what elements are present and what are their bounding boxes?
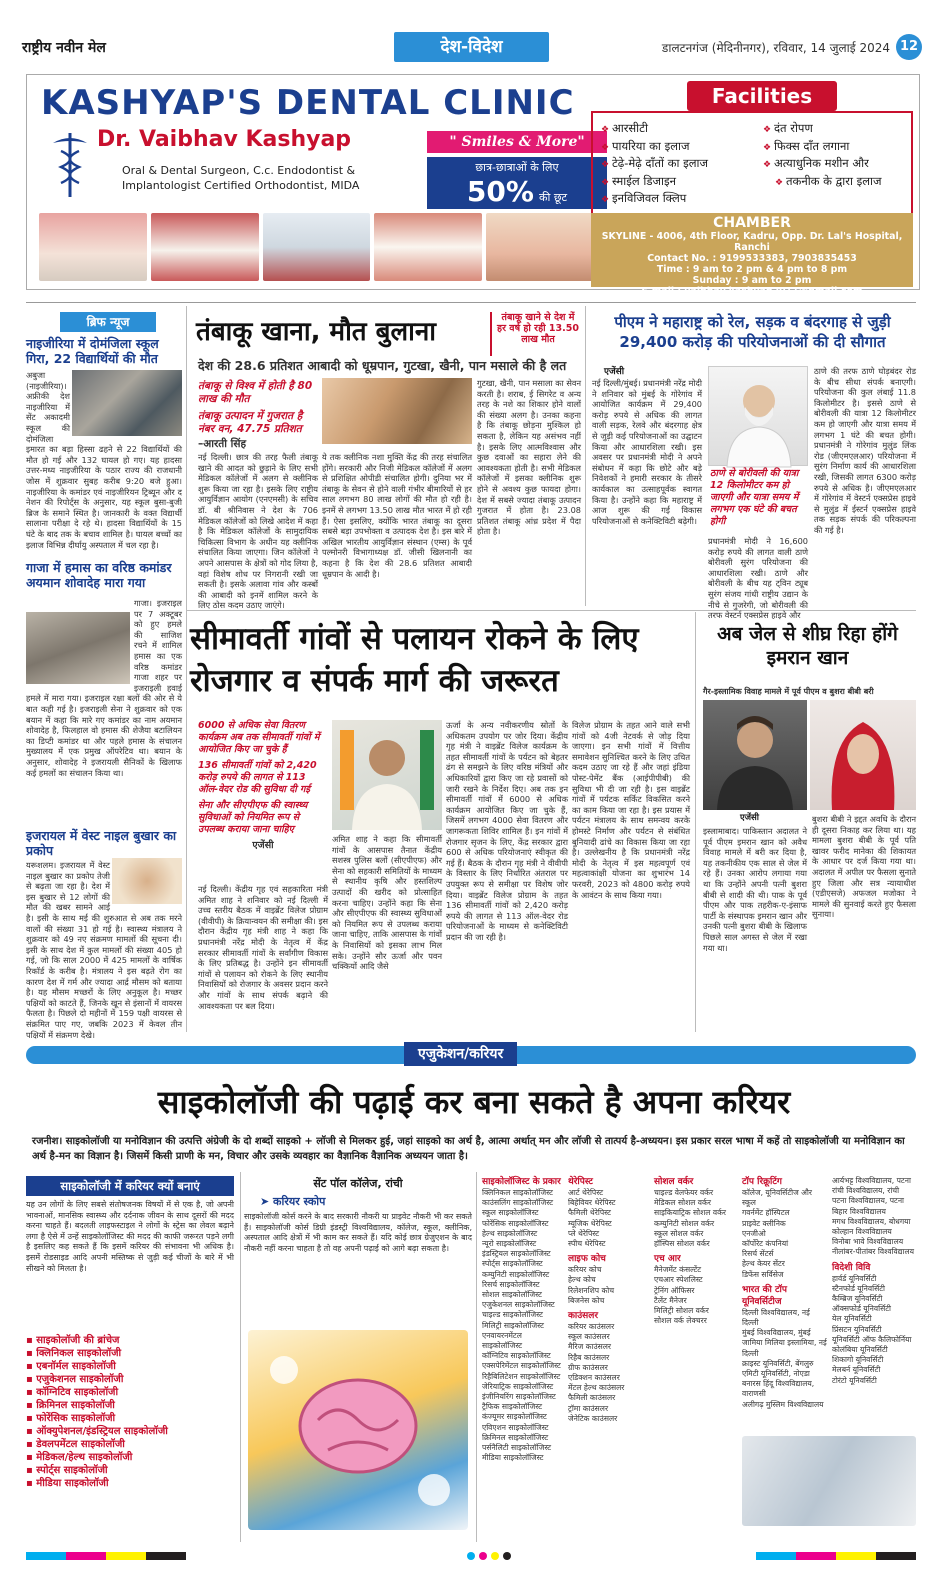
career-list-item: न्यूरो साइकोलॉजिस्ट xyxy=(482,1239,537,1249)
career-list-item: जामिया मिलिया इस्लामिया, नई दिल्ली xyxy=(742,1338,827,1358)
career-list-item: शिकागो यूनिवर्सिटी xyxy=(832,1355,884,1365)
tobacco-col: गुटखा, खैनी, पान मसाला का सेवन करती है। शराब, ई सिगरेट व अन्य तरह के नशे का शिकार होने वालों की संख्या अलग है। उनका कहना है कि तंबाकू छोड़ना मुश्किल हो सकता है, लेकिन यह असंभव नहीं है। इसके लिए आत्मविश्वास और कुछ दवाओं का सहारा लेने की आवश्यकता होती है। सभी मेडिकल कॉलेजों में इसका क्लीनिक शुरू होने से अवश्य कुछ फायदा होगा। देश में सबसे ज्यादा तंबाकू उत्पादन गुजरात में होता है। 23.08 प्रतिशत तंबाकू आंध्र प्रदेश में पैदा होता है। xyxy=(477,378,581,537)
branches-list xyxy=(26,1334,234,1490)
brain-illustration xyxy=(248,1330,468,1530)
career-list-item: करियर काउंसलर xyxy=(568,1322,615,1332)
career-list-item: साइकियाट्रिक सोशल वर्कर xyxy=(654,1208,727,1218)
brief-headline: इजरायल में वेस्ट नाइल बुखार का प्रकोप xyxy=(26,828,177,858)
facility-item: ❖ अत्याधुनिक मशीन और xyxy=(763,156,882,174)
tobacco-tag: तंबाकू खाने से देश में हर वर्ष हो रही 13.50 लाख मौत xyxy=(490,312,580,356)
section-tab: देश-विदेश xyxy=(394,32,549,62)
why-career-body: यह उन लोगों के लिए सबसे संतोषजनक विषयों में से एक है, जो अपनी भावनाओं, मानसिक स्वास्थ्य और दर्दनाक जीवन के साथ दूसरों की मदद करना चाहते हैं। बदलती लाइफस्टाइल ने लोगों के स्ट्रेस का लेवल बढ़ाने लगा है ऐसे में उन्हें साइकोलॉजिस्ट की मदद की काफी जरूरत पड़ने लगी है इसलिए कह सकते हैं कि इसमें करियर की संभावना भी अधिक है। इसमें रोडसाइड आदि अपनी मस्तिष्क से जुड़ी कई चीजों के बारे में भी सीखने को मिलता है। xyxy=(26,1200,234,1273)
career-list-item: बिजनेस कोच xyxy=(568,1295,605,1305)
career-list-item: रिलेशनशिप कोच xyxy=(568,1285,615,1295)
tobacco-subhead: देश की 28.6 प्रतिशत आबादी को धूम्रपान, गुटखा, खैनी, पान मसाले की है लत xyxy=(198,358,567,373)
career-list-item: मैरिज काउंसलर xyxy=(568,1342,612,1352)
ad-discount-box xyxy=(427,157,607,209)
career-list-item: सोशल साइकोलॉजिस्ट xyxy=(482,1290,542,1300)
pm-col: ठाणे की तरफ ठाणे घोड़बंदर रोड के बीच सीधा संपर्क बनाएगी। परियोजना की कुल लंबाई 11.8 किलोमीटर है। इससे ठाणे से बोरीवली की यात्रा 12 किलोमीटर कम हो जाएगी और यात्रा समय में लगभग 1 घंटे की बचत होगी। प्रधानमंत्री ने गोरेगांव मुलुंड लिंक रोड (जीएमएलआर) परियोजना में सुरंग निर्माण कार्य की आधारशिला रखी, जिसकी लागत 6300 करोड़ रुपये से अधिक है। जीएमएलआर में गोरेगांव में वेस्टर्न एक्सप्रेस हाइवे से मुलुंड में ईस्टर्न एक्सप्रेस हाइवे तक सड़क संपर्क की परिकल्पना की गई है। xyxy=(814,366,916,535)
career-list-item: रिसर्च सेंटर्स xyxy=(742,1249,774,1259)
facilities-list-left xyxy=(601,121,708,209)
career-list-item: स्कूल काउंसलर xyxy=(568,1332,610,1342)
column-divider xyxy=(186,306,187,1032)
branch-item: ▪ क्लिनिकल साइकोलॉजी xyxy=(26,1347,234,1360)
column-divider xyxy=(240,1172,241,1542)
career-list-item: इंडस्ट्रियल साइकोलॉजिस्ट xyxy=(482,1249,551,1259)
newspaper-brand: राष्ट्रीय नवीन मेल xyxy=(22,40,106,56)
career-list-item: मिलिट्री साइकोलॉजिस्ट xyxy=(482,1320,544,1330)
page-number: 12 xyxy=(896,34,922,60)
teeth-photo xyxy=(151,213,259,281)
career-list-item: स्पोर्ट्स साइकोलॉजिस्ट xyxy=(482,1259,543,1269)
pm-col: नई दिल्ली/मुंबई। प्रधानमंत्री नरेंद्र मोदी ने शनिवार को मुंबई के गोरेगांव में आयोजित कार्यक्रम में 29,400 करोड़ रुपये से अधिक की लागत वाली सड़क, रेलवे और बंदरगाह क्षेत्र से जुड़ी कई परियोजनाओं का उद्घाटन किया और आधारशिला रखी। इस अवसर पर प्रधानमंत्री मोदी ने अपने संबोधन में कहा कि छोटे और बड़े निवेशकों ने हमारी सरकार के तीसरे कार्यकाल का उत्साहपूर्वक स्वागत किया है। उन्होंने कहा कि महाराष्ट्र में आज शुरू की गई विकास परियोजनाओं से कनेक्टिविटी बढ़ेगी। xyxy=(592,378,702,526)
career-list-item: येल यूनिवर्सिटी xyxy=(832,1314,872,1324)
ad-photo-strip xyxy=(39,213,594,281)
career-list-item: म्यूजिक थेरेपिस्ट xyxy=(568,1218,612,1228)
border-col: ऊर्जा के अन्य नवीकरणीय स्रोतों के अधिकतम उपयोग पर जोर दिया। केंद्रीय गृह मंत्री ने वाइब्रेंट विलेज कार्यक्रम के तहत सीमावर्ती गांवों के पर्यटन को बेहतर ढंग से समझने के लिए वरिष्ठ मंत्रियों और अधिकारियों द्वारा किए जा रहे प्रवासों को जारी रखने के निर्देश दिए। अब तक इन सीमावर्ती गांवों में 6000 से अधिक कार्यक्रम आयोजित किए जा चुके हैं, जिसमें लगभग 4000 सेवा वितरण और जागरूकता शिविर शामिल हैं। इन गांवों में रोजगार सृजन के लिए, केंद्र सरकार द्वारा 600 से अधिक परियोजनाएं स्वीकृत की गई हैं। बैठक के दौरान गृह मंत्री ने वीवीपी के विस्तार के लिए निर्धारित अंतराल पर उपयुक्त रूप से समीक्षा पर विशेष जोर दिया। वाइब्रेंट विलेज प्रोग्राम के तहत 136 सीमावर्ती गांवों को 2,420 करोड़ रुपये की लागत से 113 ऑल-वेदर रोड परियोजनाओं के माध्यम से कनेक्टिविटी प्रदान की जा रही है। xyxy=(446,720,568,942)
column-divider xyxy=(695,612,696,1032)
career-list-item: काउंसलिंग साइकोलॉजिस्ट xyxy=(482,1198,554,1208)
career-list-item: हॉस्पिस सोशल वर्कर xyxy=(654,1239,710,1249)
career-list-item: प्ले थेरेपिस्ट xyxy=(568,1228,600,1238)
career-list-item: आर्यभट्ट विश्वविद्यालय, पटना xyxy=(832,1176,911,1185)
caduceus-icon xyxy=(49,129,91,199)
child-photo xyxy=(486,213,594,281)
chamber-contact: Contact No. : 9199533383, 7903835453 xyxy=(647,253,857,264)
chamber-box xyxy=(591,213,913,297)
career-list-item: बनारस हिंदू विश्वविद्यालय, वाराणसी xyxy=(742,1379,815,1399)
therapist-list: थेरेपिस्ट आर्ट थेरेपिस्ट बिहेवियर थेरेपिस्ट फैमिली थेरेपिस्ट म्यूजिक थेरेपिस्ट प्ले थेरेपिस्ट स्पीच थेरेपिस्ट लाइफ कोच करियर कोच हेल्थ कोच रिलेशनशिप कोच बिजनेस कोच काउंसलर करियर काउंसलर स्कूल काउंसलर मैरिज काउंसलर रिहैब काउंसलर ग्रीफ काउंसलर एडिक्शन काउंसलर मेंटल हेल्थ काउंसलर फैमिली काउंसलर ट्रॉमा काउंसलर जेनेटिक काउंसलर xyxy=(568,1176,650,1542)
facility-item: ❖ फिक्स दाँत लगाना xyxy=(763,139,882,157)
career-list-item: ट्रैफिक साइकोलॉजिस्ट xyxy=(482,1402,543,1412)
career-list-item: मेडिकल सोशल वर्कर xyxy=(654,1198,711,1208)
branch-item: ▪ फोरेंसिक साइकोलॉजी xyxy=(26,1412,234,1425)
border-col: नई दिल्ली। केंद्रीय गृह एवं सहकारिता मंत्री अमित शाह ने शनिवार को नई दिल्ली में उच्च स्तरीय बैठक में वाइब्रेंट विलेज प्रोग्राम (वीवीपी) के क्रियान्वयन की समीक्षा की। इस दौरान केंद्रीय गृह मंत्री शाह ने कहा कि प्रधानमंत्री नरेंद्र मोदी के नेतृत्व में केंद्र सरकार सीमावर्ती गांवों के सर्वांगीण विकास के लिए प्रतिबद्ध है। उन्होंने इन सीमावर्ती गांवों से पलायन को रोकने के लिए स्थानीय निवासियों को रोजगार के अवसर प्रदान करने और गांवों के साथ संपर्क बढ़ाने की आवश्यकता पर बल दिया। xyxy=(198,884,328,1011)
person-icon xyxy=(703,700,807,810)
branch-item: ▪ कॉग्निटिव साइकोलॉजी xyxy=(26,1386,234,1399)
imran-khan-photo xyxy=(703,700,807,810)
career-list-item: क्लिनिकल साइकोलॉजिस्ट xyxy=(482,1188,553,1197)
career-list-item: मिलिट्री सोशल वर्कर xyxy=(654,1306,709,1316)
career-list-item: मुंबई विश्वविद्यालय, मुंबई xyxy=(742,1328,811,1338)
smile-photo xyxy=(374,213,482,281)
chamber-address: SKYLINE - 4006, 4th Floor, Kadru, Opp. Dr. Lal's Hospital, Ranchi xyxy=(601,231,903,253)
amit-shah-photo xyxy=(332,720,442,830)
imran-col: बुशरा बीबी ने इद्दत अवधि के दौरान ही दूसरा निकाह कर लिया था। यह मामला बुशरा बीबी के पूर्व पति खावर फरीद मानेका की शिकायत के आधार पर दर्ज किया गया था। अदालत में अपील पर फैसला सुनाते हुए जिला और सत्र न्यायाधीश (एडीएसजे) अफजल मजोका ने मामले की सुनवाई करते हुए फैसला सुनाया। xyxy=(812,814,916,920)
career-list-item: मीडिया साइकोलॉजिस्ट xyxy=(482,1453,544,1463)
career-list-item: एडिक्शन काउंसलर xyxy=(568,1373,620,1383)
pm-modi-photo xyxy=(708,366,808,466)
career-list-item: पटना विश्वविद्यालय, पटना xyxy=(832,1196,905,1206)
career-list-item: एजुकेशनल साइकोलॉजिस्ट xyxy=(482,1300,555,1310)
career-list-item: विनोबा भावे विश्वविद्यालय xyxy=(832,1237,904,1247)
career-list-item: ट्रॉमा काउंसलर xyxy=(568,1403,609,1413)
education-headline: साइकोलॉजी की पढ़ाई कर बना सकते है अपना करियर xyxy=(157,1083,791,1121)
facility-item: ❖ पायरिया का इलाज xyxy=(601,139,708,157)
career-list-item: ट्रेनिंग ऑफिसर xyxy=(654,1285,695,1295)
career-list-item: चाइल्ड वेलफेयर वर्कर xyxy=(654,1188,714,1197)
career-list-item: अलीगढ़ मुस्लिम विश्वविद्यालय xyxy=(742,1399,824,1409)
tobacco-byline: –आरती सिंह xyxy=(198,438,247,450)
career-list-item: क्रिमिनल साइकोलॉजिस्ट xyxy=(482,1432,549,1442)
education-intro: रजनीश। साइकोलॉजी या मनोविज्ञान की उत्पत्ति अंग्रेजी के दो शब्दों साइको + लॉजी से मिलकर हुई, जहां साइको का अर्थ है, आत्मा अर्थात् मन और लॉजी से तात्पर्य है-अध्ययन। इस प्रकार सरल भाषा में कहें तो साइकोलॉजी या मनोविज्ञान का अर्थ है-मन का विज्ञान है। जिसमें किसी प्राणी के मन, विचार और उसके व्यवहार का वैज्ञानिक वैज्ञानिक अध्ययन जाता है। xyxy=(32,1136,905,1162)
career-list-item: आर्ट थेरेपिस्ट xyxy=(568,1188,604,1197)
career-list-item: प्रिंसटन यूनिवर्सिटी xyxy=(832,1324,882,1334)
imran-headline: अब जेल से शीघ्र रिहा होंगे इमरान खान xyxy=(717,623,898,669)
career-list-item: फैमिली काउंसलर xyxy=(568,1393,616,1403)
career-list-item: नीलांबर-पीतांबर विश्वविद्यालय xyxy=(832,1247,915,1257)
print-color-strip xyxy=(26,1552,916,1560)
career-list-item: स्कूल साइकोलॉजिस्ट xyxy=(482,1208,539,1218)
career-list-item: स्पीच थेरेपिस्ट xyxy=(568,1239,606,1249)
career-list-item: मेंटल हेल्थ काउंसलर xyxy=(568,1383,625,1393)
brief-body: गाजा। इजराइल पर 7 अक्टूबर को हुए हमले की साजिश रचने में शामिल हमास का एक वरिष्ठ कमांडर गाजा शहर पर इजराइली हवाई हमले में मारा गया। इजराइल रक्षा बलों की ओर से ये बात कही गई है। इजराइली सेना ने शुक्रवार को एक बयान में कहा कि मारे गए कमांडर का नाम अयमान शोवादेह है, फिलहाल वो हमास की शेजैया बटालियन का डिप्टी कमांडर था और पहले हमास के संचालन मुख्यालय में एक प्रमुख ऑपरेटिव था। बयान के अनुसार, शोवादेह ने इजरायली सैनिकों के खिलाफ कई हमलों का संचालन किया था। xyxy=(26,598,182,778)
tobacco-col: ये तक क्लीनिक नशा मुक्ति केंद्र की तरह संचालित होंगे। सरकारी और निजी मेडिकल कॉलेजों में अलग से प्रशिक्षित ओपीडी संचालित होगी। दुनिया भर में तंबाकू के सेवन से होने वाली गंभीर बीमारियों से हर साल लगभग 80 लाख लोगों की मौत हो रही है। इनमें से लगभग 13.50 लाख मौत भारत में हो रही हैं। ऐसा इसलिए, क्योंकि भारत तंबाकू का दूसरा सबसे बड़ा उपभोक्ता व उत्पादक देश है। इस बारे में अखिल भारतीय आयुर्विज्ञान संस्थान (एम्स) के पूर्व पल्मोनरी विभागाध्यक्ष डॉ. जीसी खिलनानी का कहना है कि देश की 28.6 प्रतिशत आबादी धूम्रपान के आदी है। xyxy=(322,452,472,579)
career-list-item: हेल्थ कोच xyxy=(568,1275,596,1285)
branch-item: ▪ ऑक्युपेशनल/इंडस्ट्रियल साइकोलॉजी xyxy=(26,1425,234,1438)
imran-subhead: गैर-इस्लामिक विवाह मामले में पूर्व पीएम व बुशरा बीबी बरी xyxy=(703,687,874,696)
branch-item: ▪ डेवलपमेंटल साइकोलॉजी xyxy=(26,1438,234,1451)
career-list-item: पर्सनैलिटी साइकोलॉजिस्ट xyxy=(482,1443,552,1453)
career-list-item: हेल्थ केयर सेंटर xyxy=(742,1259,785,1269)
ad-title: KASHYAP'S DENTAL CLINIC xyxy=(41,83,575,123)
career-list-item: टैलेंट मैनेजर xyxy=(654,1295,687,1305)
facility-item: ❖ दंत रोपण xyxy=(763,121,882,139)
branch-item: ▪ मीडिया साइकोलॉजी xyxy=(26,1477,234,1490)
tobacco-headline: तंबाकू खाना, मौत बुलाना xyxy=(196,317,437,347)
chamber-time: Time : 9 am to 2 pm & 4 pm to 8 pm xyxy=(656,264,848,275)
career-list-item: मैनेजमेंट कंसल्टेंट xyxy=(654,1265,702,1275)
universities-list: आर्यभट्ट विश्वविद्यालय, पटना रांची विश्वविद्यालय, रांची पटना विश्वविद्यालय, पटना बिहार विश्वविद्यालय मगध विश्वविद्यालय, बोधगया कोल्हान विश्वविद्यालय विनोबा भावे विश्वविद्यालय नीलांबर-पीतांबर विश्वविद्यालय विदेशी विवि हार्वर्ड यूनिवर्सिटी स्टैनफोर्ड यूनिवर्सिटी कैम्ब्रिज यूनिवर्सिटी ऑक्सफोर्ड यूनिवर्सिटी येल यूनिवर्सिटी प्रिंसटन यूनिवर्सिटी यूनिवर्सिटी ऑफ कैलिफोर्निया कोलंबिया यूनिवर्सिटी शिकागो यूनिवर्सिटी मेलबर्न यूनिवर्सिटी टोरंटो यूनिवर्सिटी xyxy=(832,1176,915,1385)
career-list-item: स्टैनफोर्ड यूनिवर्सिटी xyxy=(832,1283,885,1293)
career-scope-body: साइकोलॉजी कोर्स करने के बाद सरकारी नौकरी या प्राइवेट नौकरी भी कर सकते हैं। साइकोलॉजी कोर्स डिग्री इंडस्ट्री विश्वविद्यालय, कॉलेज, स्कूल, क्लीनिक, अस्पताल आदि क्षेत्रों में भी काम कर सकते हैं। यदि कोई छात्र ग्रेजुएशन के बाद नौकरी नहीं करना चाहता है तो वह अपनी पढ़ाई को आगे बढ़ा सकता है। xyxy=(244,1212,472,1253)
career-list-item: यूनिवर्सिटी ऑफ कैलिफोर्निया xyxy=(832,1334,912,1344)
border-pullquote: 6000 से अधिक सेवा वितरण कार्यक्रम अब तक सीमावर्ती गांवों में आयोजित किए जा चुके हैं 136 सीमावर्ती गांवों को 2,420 करोड़ रुपये की लागत से 113 ऑल-वेदर रोड की सुविधा दी गई सेना और सीएपीएफ की स्वास्थ्य सुविधाओं को नियमित रूप से उपलब्ध कराया जाना चाहिए एजेंसी xyxy=(198,720,328,852)
facility-item: ❖ इनविजिवल क्लिप xyxy=(601,191,708,209)
pm-photo-caption: ठाणे से बोरीवली की यात्रा 12 किलोमीटर कम हो जाएगी और यात्रा समय में लगभग एक घंटे की बचत होगी xyxy=(710,468,799,527)
career-list-item: ग्रीफ काउंसलर xyxy=(568,1362,608,1372)
person-icon xyxy=(332,720,442,830)
career-scope-tab: ➤ करियर स्कोप xyxy=(260,1195,326,1208)
tobacco-pullquote: तंबाकू से विश्व में होती है 80 लाख की मौत तंबाकू उत्पादन में गुजरात है नंबर वन, 47.75 प्रतिशत –आरती सिंह xyxy=(198,380,318,451)
tobacco-col: नई दिल्ली। छात्र की तरह फैली तंबाकू खाने की आदत को छुड़ाने के लिए सभी मेडिकल कॉलेजों में अलग से क्लीनिक शुरू किया जा रहा है। इसके लिए राष्ट्रीय आयुर्विज्ञान आयोग (एनएमसी) के सचिव डॉ. बी श्रीनिवास ने देश के 706 मेडिकल कॉलेजों को लिखे आदेश में कहा है कि मेडिकल कॉलेजों के सामुदायिक चिकित्सा विभाग के अधीन यह क्लीनिक संचालित किया जाएगा। जिन कॉलेजों ने अपने आसपास के क्षेत्रों को गोद लिया है, वहां विशेष शोध पर निगरानी रखी जा सकती है। इसके अलावा गांव और कस्बों की आबादी को इनमें शामिल करने के लिए ठोस कदम उठाए जाएंगे। xyxy=(198,452,318,611)
career-list-item: सोशल वर्क लेक्चरर xyxy=(654,1316,707,1326)
college-heading: सेंट पॉल कॉलेज, रांची xyxy=(313,1177,403,1190)
branch-item: ▪ एबनॉर्मल साइकोलॉजी xyxy=(26,1360,234,1373)
denture-photo xyxy=(39,213,147,281)
pm-agency: एजेंसी xyxy=(604,367,625,377)
facility-item: ❖ आरसीटी xyxy=(601,121,708,139)
implant-photo xyxy=(263,213,371,281)
brief-body: यरूशलम। इजरायल में वेस्ट नाइल बुखार का प्रकोप तेजी से बढ़ता जा रहा है। देश में इस बुखार से 12 लोगों की मौत की खबर सामने आई है। इसी के साथ मई की शुरुआत से अब तक मरने वालों की संख्या 31 हो गई है। स्वास्थ्य मंत्रालय ने शुक्रवार को 49 नए संक्रमण मामलों की सूचना दी। इसी के साथ देश में कुल मामलों की संख्या 405 हो गई, जो कि साल 2000 में 425 मामलों के वार्षिक रिकॉर्ड के करीब है। मंत्रालय ने इस बढ़ते रोग का कारण देश में गर्म और ज्यादा आर्द्र मौसम को बताया है। यह मौसम मच्छरों के लिए अनुकूल है। मच्छर पक्षियों को काटते हैं, जिनके खून से इंसानों में वायरस फैलता है। पिछले दो महीनों में 159 पक्षी वायरस से संक्रमित पाए गए, जबकि 2023 में केवल तीन पक्षियों में संक्रमण देखे। xyxy=(26,860,182,1040)
tobacco-hand-photo xyxy=(322,378,472,444)
career-list-item: कोल्हान विश्वविद्यालय xyxy=(832,1227,892,1237)
career-list-item: स्कूल सोशल वर्कर xyxy=(654,1228,704,1238)
career-list-item: रिसर्च साइकोलॉजिस्ट xyxy=(482,1279,540,1289)
pm-col: प्रधानमंत्री मोदी ने 16,600 करोड़ रुपये की लागत वाली ठाणे बोरीवली सुरंग परियोजना की आधारशिला रखी। ठाणे और बोरीवली के बीच यह ट्विन ट्यूब सुरंग संजय गांधी राष्ट्रीय उद्यान के नीचे से गुजरेगी, जो बोरीवली की तरफ वेस्टर्न एक्सप्रेस हाइवे और xyxy=(708,536,808,621)
branch-item: ▪ क्रिमिनल साइकोलॉजी xyxy=(26,1399,234,1412)
pm-headline: पीएम ने महाराष्ट्र को रेल, सड़क व बंदरगाह से जुड़ी 29,400 करोड़ की परियोजनाओं की दी सौगात xyxy=(614,313,891,351)
career-list-item: ऑक्सफोर्ड यूनिवर्सिटी xyxy=(832,1304,891,1314)
career-list-item: एविएशन साइकोलॉजिस्ट xyxy=(482,1422,549,1432)
facility-item: ❖ टेढ़े-मेढ़े दाँतों का इलाज xyxy=(601,156,708,174)
ad-doctor-name: Dr. Vaibhav Kashyap xyxy=(97,127,352,152)
imran-agency: एजेंसी xyxy=(740,813,759,823)
chamber-email: E-mail : vaibhav.kashyap2011@gmail.com xyxy=(641,286,863,297)
branch-item: ▪ एजुकेशनल साइकोलॉजी xyxy=(26,1373,234,1386)
career-list-item: रिहैबिलिटेशन साइकोलॉजिस्ट xyxy=(482,1371,561,1381)
career-list-item: एनवायरनमेंटल साइकोलॉजिस्ट xyxy=(482,1330,523,1351)
career-list-item: कॉलेज, यूनिवर्सिटीज और स्कूल xyxy=(742,1188,813,1208)
border-agency: एजेंसी xyxy=(252,840,274,851)
career-list-item: एचआर स्पेशलिस्ट xyxy=(654,1275,703,1285)
brief-news-tab: ब्रिफ न्यूज xyxy=(60,312,156,332)
career-list-item: इंजीनियरिंग साइकोलॉजिस्ट xyxy=(482,1392,556,1402)
career-list-item: कंज्यूमर साइकोलॉजिस्ट xyxy=(482,1412,547,1422)
ad-slogan: " Smiles & More" xyxy=(427,131,607,153)
ad-credentials: Oral & Dental Surgeon, C.c. Endodontist & Implantologist Certified Orthodontist, MIDA xyxy=(122,164,360,192)
career-list-item: एक्सपेरिमेंटल साइकोलॉजिस्ट xyxy=(482,1361,561,1371)
recruiters-list: टॉप रिक्रूटिंग कॉलेज, यूनिवर्सिटीज और स्कूल गवर्नमेंट हॉस्पिटल प्राइवेट क्लीनिक एनजीओ कॉर्पोरेट कंपनियां रिसर्च सेंटर्स हेल्थ केयर सेंटर डिफेंस सर्विसेज भारत की टॉप यूनिवर्सिटीज दिल्ली विश्वविद्यालय, नई दिल्ली मुंबई विश्वविद्यालय, मुंबई जामिया मिलिया इस्लामिया, नई दिल्ली क्राइस्ट यूनिवर्सिटी, बेंगलुरु एमिटी यूनिवर्सिटी, नोएडा बनारस हिंदू विश्वविद्यालय, वाराणसी अलीगढ़ मुस्लिम विश्वविद्यालय xyxy=(742,1177,827,1409)
social-worker-list: सोशल वर्कर चाइल्ड वेलफेयर वर्कर मेडिकल सोशल वर्कर साइकियाट्रिक सोशल वर्कर कम्युनिटी सोशल वर्कर स्कूल सोशल वर्कर हॉस्पिस सोशल वर्कर एच आर मैनेजमेंट कंसल्टेंट एचआर स्पेशलिस्ट ट्रेनिंग ऑफिसर टैलेंट मैनेजर मिलिट्री सोशल वर्कर सोशल वर्क लेक्चरर xyxy=(654,1176,738,1542)
career-list-item: हार्वर्ड यूनिवर्सिटी xyxy=(832,1273,877,1283)
career-list-item: क्राइस्ट यूनिवर्सिटी, बेंगलुरु xyxy=(742,1358,814,1368)
divider xyxy=(26,302,916,303)
psychologist-types-list: साइकोलॉजिस्ट के प्रकार क्लिनिकल साइकोलॉजिस्ट काउंसलिंग साइकोलॉजिस्ट स्कूल साइकोलॉजिस्ट फोरेंसिक साइकोलॉजिस्ट हेल्थ साइकोलॉजिस्ट न्यूरो साइकोलॉजिस्ट इंडस्ट्रियल साइकोलॉजिस्ट स्पोर्ट्स साइकोलॉजिस्ट कम्युनिटी साइकोलॉजिस्ट रिसर्च साइकोलॉजिस्ट सोशल साइकोलॉजिस्ट एजुकेशनल साइकोलॉजिस्ट चाइल्ड साइकोलॉजिस्ट मिलिट्री साइकोलॉजिस्ट एनवायरनमेंटल साइकोलॉजिस्ट कॉग्निटिव साइकोलॉजिस्ट एक्सपेरिमेंटल साइकोलॉजिस्ट रिहैबिलिटेशन साइकोलॉजिस्ट जेरियाट्रिक साइकोलॉजिस्ट इंजीनियरिंग साइकोलॉजिस्ट ट्रैफिक साइकोलॉजिस्ट कंज्यूमर साइकोलॉजिस्ट एविएशन साइकोलॉजिस्ट क्रिमिनल साइकोलॉजिस्ट पर्सनैलिटी साइकोलॉजिस्ट मीडिया साइकोलॉजिस्ट xyxy=(482,1176,564,1542)
column-divider xyxy=(476,1172,477,1542)
career-list-item: बिहेवियर थेरेपिस्ट xyxy=(568,1198,616,1208)
discount-value: 50% xyxy=(466,175,534,208)
brief-headline: गाजा में हमास का वरिष्ठ कमांडर अयमान शोवादेह मारा गया xyxy=(26,560,172,590)
facility-item: ❖ तकनीक के द्वारा इलाज xyxy=(763,174,882,192)
career-list-item: जेनेटिक काउंसलर xyxy=(568,1413,618,1423)
career-list-item: कम्युनिटी सोशल वर्कर xyxy=(654,1218,715,1228)
branch-item: ▪ मेडिकल/हेल्थ साइकोलॉजी xyxy=(26,1451,234,1464)
career-list-item: एनजीओ xyxy=(742,1228,766,1238)
imran-col: इस्लामाबाद। पाकिस्तान अदालत ने पूर्व पीएम इमरान खान को अवैध विवाह मामले में बरी कर दिया है, यह तकनीकीय एक साल से जेल में रहे हैं। उनका आरोप लगाया गया था कि उन्होंने अपनी पत्नी बुशरा बीबी से शादी की थी। पाक के पूर्व पीएम और पाक तहरीक-ए-इंसाफ पार्टी के संस्थापक इमरान खान और उनकी पत्नी बुशरा बीबी के खिलाफ पिछले साल अगस्त से जेल में रखा गया था। xyxy=(703,826,807,953)
counselling-photo xyxy=(742,1436,916,1526)
facilities-title: Facilities xyxy=(687,81,837,111)
dental-clinic-ad xyxy=(26,74,920,297)
career-list-item: कॉर्पोरेट कंपनियां xyxy=(742,1239,789,1249)
career-list-item: कॉग्निटिव साइकोलॉजिस्ट xyxy=(482,1351,551,1361)
why-career-heading: साइकोलॉजी में करियर क्यों बनाएं xyxy=(26,1176,234,1196)
chamber-title: CHAMBER xyxy=(713,215,791,231)
facility-item: ❖ स्माईल डिजाइन xyxy=(601,174,708,192)
career-list-item: डिफेंस सर्विसेज xyxy=(742,1269,784,1279)
career-list-item: फैमिली थेरेपिस्ट xyxy=(568,1208,611,1218)
career-list-item: गवर्नमेंट हॉस्पिटल xyxy=(742,1208,790,1218)
career-list-item: कोलंबिया यूनिवर्सिटी xyxy=(832,1345,888,1355)
border-col: विलेज प्रोग्राम के तहत आने वाले सभी गांवों को 4जी नेटवर्क से जोड़ दिया जाएगा। इन सभी गांवों में वित्तीय समावेशन सुनिश्चित करने के लिए उचित कदम उठाए जा रहे हैं और जहां इंडिया पोस्ट-पेमेंट बैंक (आईपीपीबी) की सुविधा भी दी जा रही है। इस वाइब्रेंट गांवों में पर्यटक सर्किट विकसित करने का काम किया जा रहा है। इस प्रयास में पर्यटन मंत्रालय के साथ समन्वय करके होमस्टे निर्माण और पर्यटन से संबंधित बुनियादी ढांचे का विकास किया जा रहा है। उल्लेखनीय है कि प्रधानमंत्री नरेंद्र मोदी के नेतृत्व में इस महत्वपूर्ण एवं महत्वाकांक्षी योजना का शुभारंभ 14 फरवरी, 2023 को 4800 करोड़ रुपये के आवंटन के साथ किया गया। xyxy=(572,720,690,900)
branch-item: ▪ स्पोर्ट्स साइकोलॉजी xyxy=(26,1464,234,1477)
discount-line: छात्र-छात्राओं के लिए xyxy=(475,161,559,174)
branch-item: ▪ साइकोलॉजी की ब्रांचेज xyxy=(26,1334,234,1347)
brief-body: अबुजा (नाइजीरिया)। अफ्रीकी देश नाइजीरिया में सेंट अकादमी स्कूल की दोमंजिला इमारत का बड़ा हिस्सा ढहने से 22 विद्यार्थियों की मौत हो गई और 132 घायल हो गए। यह हादसा उत्तर-मध्य नाइजीरिया के पठार राज्य की राजधानी जोस में शुक्रवार सुबह करीब 9:20 बजे हुआ। नाइजीरिया के कमांडर एवं नाइजीरियन ट्रिब्यून और द नेशन की रिपोर्ट्स के अनुसार, यह स्कूल बुसा-बुजी ब्रिज के समाने स्थित है। जानकारी के वक्त विद्यार्थी सालाना परीक्षा दे रहे थे। हादसा विद्यार्थियों के 15 घंटे के बाद तक के बचाव शामिल है। घायल बच्चों का इलाज विभिन्न दीर्घायु अस्पताल में चल रहा है। xyxy=(26,370,182,550)
career-list-item: बिहार विश्वविद्यालय xyxy=(832,1206,886,1216)
border-villages-headline: सीमावर्ती गांवों से पलायन रोकने के लिए रोजगार व संपर्क मार्ग की जरूरत xyxy=(190,621,639,699)
career-list-item: एमिटी यूनिवर्सिटी, नोएडा xyxy=(742,1369,810,1379)
career-list-item: कम्युनिटी साइकोलॉजिस्ट xyxy=(482,1269,550,1279)
chamber-sunday: Sunday : 9 am to 2 pm xyxy=(692,275,812,286)
brief-headline: नाइजीरिया में दोमंजिला स्कूल गिरा, 22 विद्यार्थियों की मौत xyxy=(26,336,159,366)
career-list-item: रिहैब काउंसलर xyxy=(568,1352,610,1362)
career-list-item: चाइल्ड साइकोलॉजिस्ट xyxy=(482,1310,543,1320)
facilities-box xyxy=(591,111,913,223)
column-divider xyxy=(585,306,586,606)
career-list-item: टोरंटो यूनिवर्सिटी xyxy=(832,1375,877,1385)
bushra-bibi-photo xyxy=(810,700,916,810)
brain-icon xyxy=(248,1330,468,1530)
career-list-item: कैम्ब्रिज यूनिवर्सिटी xyxy=(832,1294,883,1304)
career-list-item: मगध विश्वविद्यालय, बोधगया xyxy=(832,1216,911,1226)
career-list-item: जेरियाट्रिक साइकोलॉजिस्ट xyxy=(482,1381,554,1391)
career-list-item: प्राइवेट क्लीनिक xyxy=(742,1218,786,1228)
career-list-item: दिल्ली विश्वविद्यालय, नई दिल्ली xyxy=(742,1307,810,1328)
masthead xyxy=(22,32,922,66)
border-col: अमित शाह ने कहा कि सीमावर्ती गांवों के आसपास तैनात केंद्रीय सशस्त्र पुलिस बलों (सीएपीएफ) और सेना को सहकारी समितियों के माध्यम से स्थानीय कृषि और हस्तशिल्प उत्पादों की खरीद को प्रोत्साहित करना चाहिए। उन्होंने कहा कि सेना और सीएपीएफ की स्वास्थ्य सुविधाओं को नियमित रूप से उपलब्ध कराया जाना चाहिए, ताकि आसपास के गांवों के निवासियों को इसका लाभ मिल सके। उन्होंने सौर ऊर्जा और पवन चक्कियों आदि जैसे xyxy=(332,834,442,972)
career-list-item: फोरेंसिक साइकोलॉजिस्ट xyxy=(482,1218,549,1228)
career-list-item: मेलबर्न यूनिवर्सिटी xyxy=(832,1365,881,1375)
career-list-item: हेल्थ साइकोलॉजिस्ट xyxy=(482,1228,538,1238)
facilities-list-right xyxy=(763,121,882,191)
person-icon xyxy=(709,367,809,467)
education-section-label: एजुकेशन/करियर xyxy=(404,1042,517,1066)
person-icon xyxy=(810,700,916,810)
discount-suffix: की छूट xyxy=(539,191,568,204)
career-list-item: रांची विश्वविद्यालय, रांची xyxy=(832,1186,900,1196)
career-list-item: करियर कोच xyxy=(568,1265,602,1275)
dateline: डालटनगंज (मेदिनीनगर), रविवार, 14 जुलाई 2024 xyxy=(661,41,890,55)
